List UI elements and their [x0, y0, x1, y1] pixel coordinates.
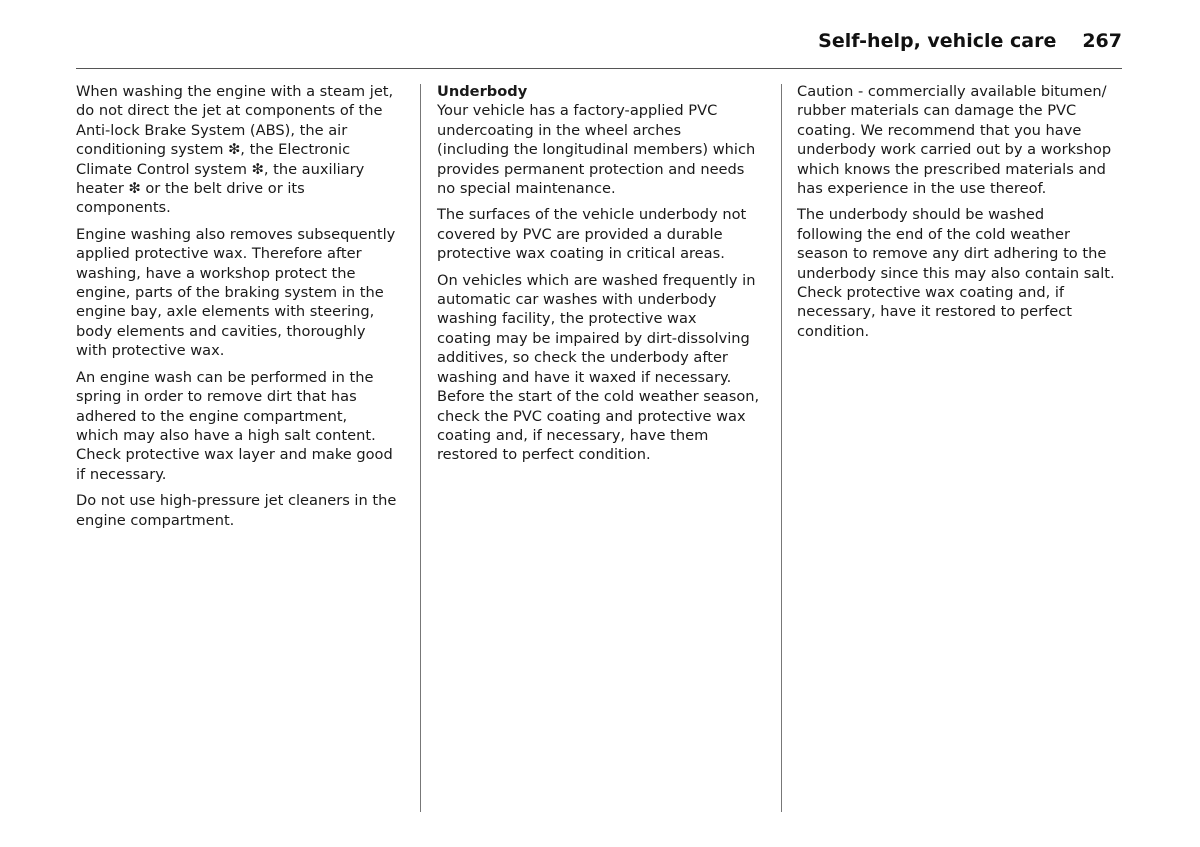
text-line: underbody work carried out by a workshop [797, 141, 1112, 159]
text-column-left [76, 82, 406, 537]
text-line: washing and have it waxed if necessary. [437, 368, 732, 386]
text-line: following the end of the cold weather [797, 225, 1070, 243]
column-divider-left [420, 84, 421, 812]
text-line: condition. [797, 322, 870, 340]
header-rule [76, 68, 1122, 69]
column-divider-right [781, 84, 782, 812]
paragraph [76, 225, 406, 361]
page-header [818, 30, 1122, 52]
text-line: When washing the engine with a steam jet, [76, 83, 394, 100]
text-line: On vehicles which are washed frequently in [437, 271, 756, 289]
text-line: heater ❇ or the belt drive or its [76, 180, 305, 198]
text-line: Climate Control system ❇, the auxiliary [76, 160, 365, 178]
text-line: Do not use high-pressure jet cleaners in the [76, 492, 397, 510]
text-line: necessary, have it restored to perfect [797, 303, 1073, 321]
text-line: applied protective wax. Therefore after [76, 245, 362, 263]
text-line: body elements and cavities, thoroughly [76, 322, 366, 340]
text-line: with protective wax. [76, 342, 225, 360]
text-line: undercoating in the wheel arches [437, 121, 682, 139]
text-line: conditioning system ❇, the Electronic [76, 141, 351, 159]
text-line: engine, parts of the braking system in the [76, 284, 384, 302]
paragraph [76, 82, 406, 218]
text-line: coating. We recommend that you have [797, 121, 1082, 139]
text-line: engine compartment. [76, 511, 235, 529]
text-line: The surfaces of the vehicle underbody not [437, 206, 747, 224]
text-column-right [797, 82, 1127, 348]
section-heading: Underbody [437, 83, 528, 100]
text-line: coating may be impaired by dirt-dissolving [437, 329, 750, 347]
paragraph [437, 205, 767, 263]
text-line: Your vehicle has a factory-applied PVC [437, 102, 718, 120]
text-line: no special maintenance. [437, 180, 616, 198]
text-line: coating and, if necessary, have them [437, 426, 709, 444]
text-line: Check protective wax coating and, if [797, 284, 1065, 302]
text-line: (including the longitudinal members) which [437, 141, 756, 159]
text-line: components. [76, 199, 171, 217]
text-line: restored to perfect condition. [437, 446, 651, 464]
text-line: underbody since this may also contain salt. [797, 264, 1115, 282]
paragraph [797, 82, 1127, 198]
text-line: covered by PVC are provided a durable [437, 225, 723, 243]
text-line: Before the start of the cold weather season, [437, 388, 760, 406]
text-line: additives, so check the underbody after [437, 349, 728, 367]
paragraph [437, 271, 767, 465]
text-line: if necessary. [76, 465, 167, 483]
text-line: Check protective wax layer and make good [76, 446, 393, 464]
text-line: Engine washing also removes subsequently [76, 225, 396, 243]
text-line: engine bay, axle elements with steering, [76, 303, 375, 321]
paragraph [76, 368, 406, 484]
paragraph [437, 82, 767, 198]
text-line: check the PVC coating and protective wax [437, 407, 746, 425]
text-line: washing, have a workshop protect the [76, 264, 356, 282]
text-line: season to remove any dirt adhering to the [797, 245, 1107, 263]
text-column-middle [437, 82, 767, 472]
page-number: 267 [1082, 30, 1122, 52]
text-line: which knows the prescribed materials and [797, 160, 1106, 178]
text-line: adhered to the engine compartment, [76, 407, 348, 425]
text-line: which may also have a high salt content. [76, 426, 376, 444]
section-title: Self-help, vehicle care [818, 30, 1057, 52]
paragraph [76, 491, 406, 530]
text-line: spring in order to remove dirt that has [76, 388, 357, 406]
text-line: do not direct the jet at components of the [76, 102, 383, 120]
text-line: Anti-lock Brake System (ABS), the air [76, 121, 348, 139]
text-line: has experience in the use thereof. [797, 180, 1047, 198]
text-line: automatic car washes with underbody [437, 291, 717, 309]
text-line: protective wax coating in critical areas. [437, 245, 725, 263]
text-line: The underbody should be washed [797, 206, 1045, 224]
text-line: rubber materials can damage the PVC [797, 102, 1077, 120]
text-line: An engine wash can be performed in the [76, 368, 374, 386]
text-line: provides permanent protection and needs [437, 160, 745, 178]
text-line: Caution - commercially available bitumen/ [797, 83, 1107, 100]
text-line: washing facility, the protective wax [437, 310, 697, 328]
paragraph [797, 205, 1127, 341]
